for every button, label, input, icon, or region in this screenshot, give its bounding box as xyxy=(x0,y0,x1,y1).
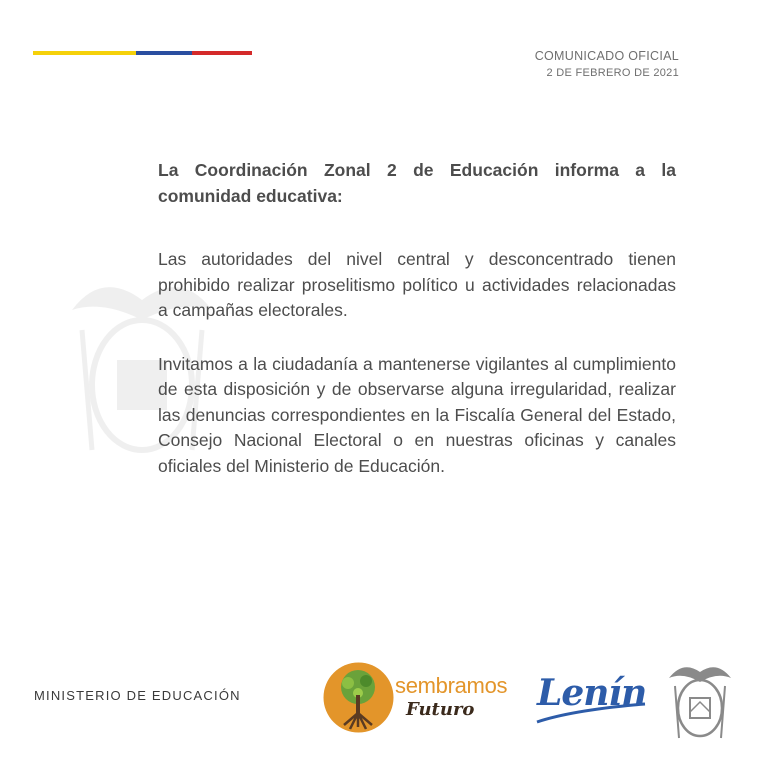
futuro-wordmark: Futuro xyxy=(406,699,475,720)
flag-blue-segment xyxy=(136,51,192,55)
sembramos-futuro-logo xyxy=(322,661,522,736)
ministry-name: MINISTERIO DE EDUCACIÓN xyxy=(34,688,241,703)
sembramos-tree-icon xyxy=(322,661,395,734)
lead-statement: La Coordinación Zonal 2 de Educación informa a la comunidad educativa: xyxy=(158,160,676,206)
lenin-wordmark: Lenín xyxy=(537,672,647,714)
document-header xyxy=(535,48,679,81)
flag-red-segment xyxy=(192,51,252,55)
flag-color-bar xyxy=(33,51,252,55)
paragraph-prohibition: Las autoridades del nivel central y desconcentrado tienen prohibido realizar proselitismo político u actividades relacionadas a campañas electorales. xyxy=(158,249,676,320)
paragraph-invitation: Invitamos a la ciudadanía a mantenerse vigilantes al cumplimiento de esta disposición y de observarse alguna irregularidad, realizar las denuncias correspondientes en la Fiscalía General del Estado, Consejo Nacional Electoral o en nuestras oficinas y canales oficiales del Ministerio de Educación. xyxy=(158,353,676,476)
lenin-logo xyxy=(533,668,651,728)
lenin-underline-swash-icon xyxy=(533,668,651,728)
flag-yellow-segment xyxy=(33,51,136,55)
communique-body xyxy=(158,158,676,507)
document-date: 2 DE FEBRERO DE 2021 xyxy=(546,67,679,79)
coat-of-arms-icon xyxy=(665,660,735,740)
document-type: COMUNICADO OFICIAL xyxy=(534,49,679,63)
sembramos-wordmark: sembramos xyxy=(395,673,508,698)
